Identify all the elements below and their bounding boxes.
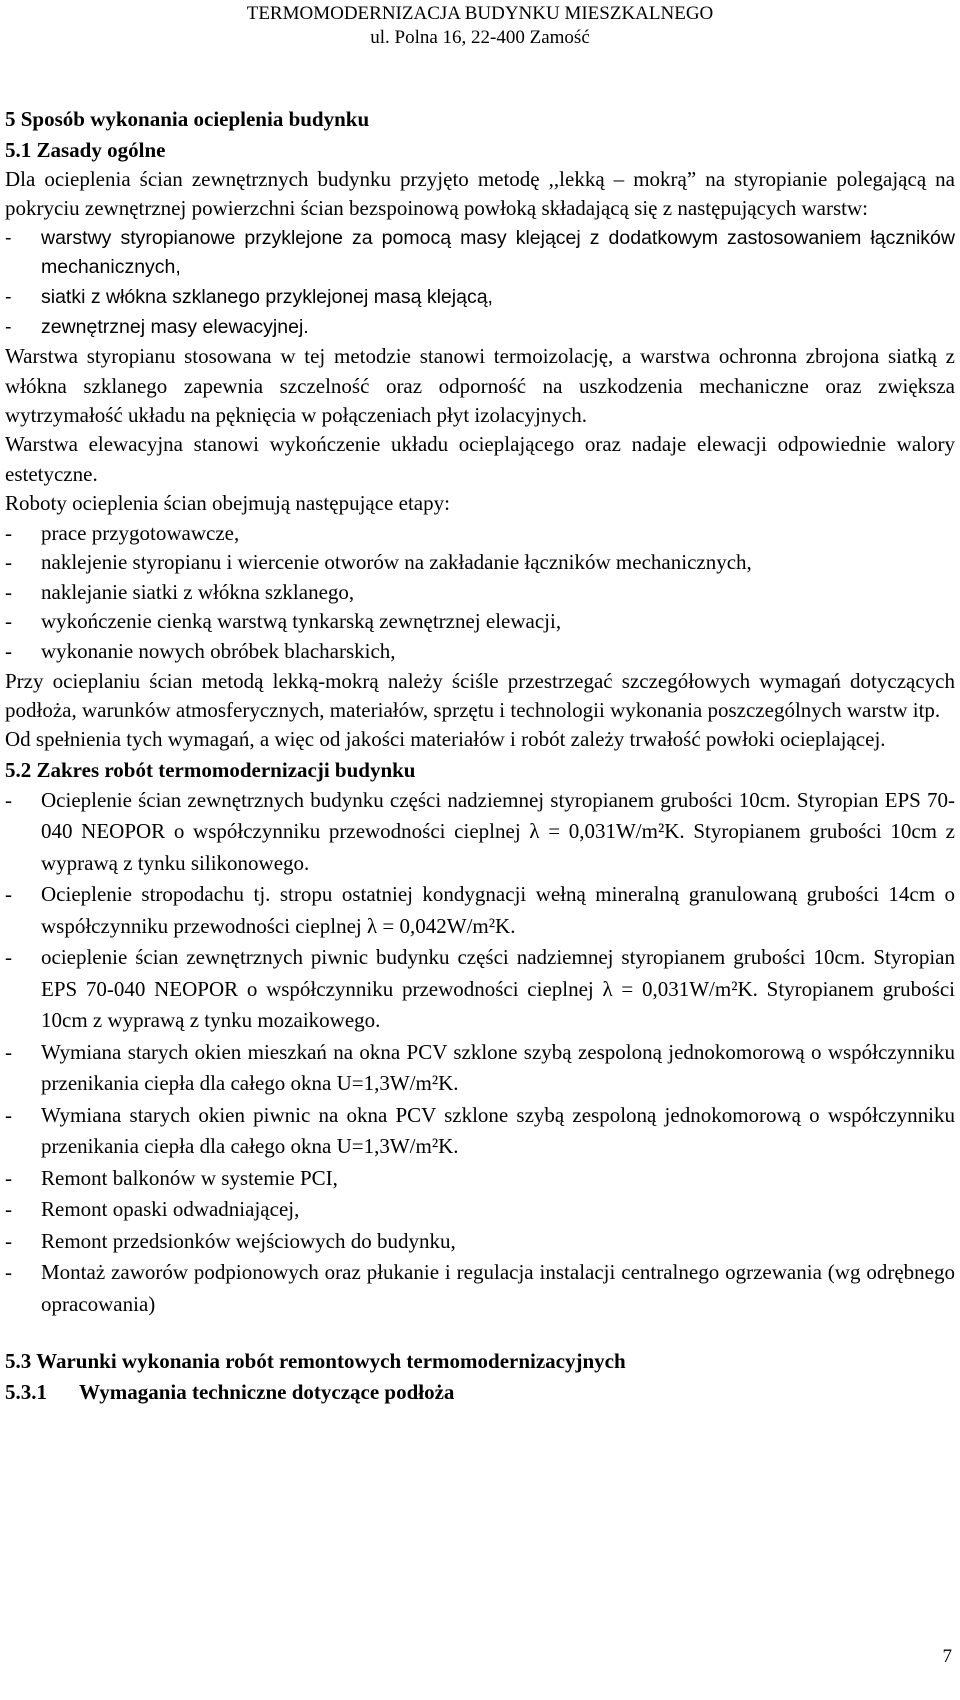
section-5-2-title: 5.2 Zakres robót termomodernizacji budynku: [5, 757, 416, 782]
list-item: - Montaż zaworów podpionowych oraz płukanie i regulacja instalacji centralnego ogrzewania (wg odrębnego opracowania): [5, 1260, 955, 1316]
stages-intro: Roboty ocieplenia ścian obejmują następujące etapy:: [5, 491, 450, 516]
requirements-paragraph: Przy ocieplaniu ścian metodą lekką-mokrą należy ściśle przestrzegać szczegółowych wymagań dotyczących podłoża, warunków atmosferycznych, materiałów, sprzętu i technologii wykonania poszczególnych warstw itp.: [5, 668, 955, 722]
section-5-title: 5 Sposób wykonania ocieplenia budynku: [5, 107, 370, 131]
layers-list: [5, 224, 955, 342]
list-item: - wykończenie cienką warstwą tynkarską zewnętrznej elewacji,: [5, 609, 562, 634]
header-address: ul. Polna 16, 22-400 Zamość: [370, 27, 590, 48]
list-item: - ocieplenie ścian zewnętrznych piwnic budynku części nadziemnej styropianem grubości 10cm. Styropian EPS 70-040 NEOPOR o współczynniku przewodności cieplnej λ = 0,031W/m²K. Styropianem grubości 10cm z wyprawą z tynku mozaikowego.: [5, 945, 955, 1033]
scope-list: [5, 785, 955, 1321]
styropian-paragraph: Warstwa styropianu stosowana w tej metodzie stanowi termoizolację, a warstwa ochronna zbrojona siatką z włókna szklanego zapewnia szczelność oraz odporność na uszkodzenia mechaniczne oraz zwiększa wytrzymałość układu na pęknięcia w połączeniach płyt izolacyjnych.: [5, 344, 955, 427]
list-item: - prace przygotowawcze,: [5, 520, 240, 545]
list-item: - Remont balkonów w systemie PCI,: [5, 1165, 338, 1190]
list-item: - wykonanie nowych obróbek blacharskich,: [5, 639, 396, 663]
section-5-3-1-text: Wymagania techniczne dotyczące podłoża: [79, 1380, 455, 1405]
document-page: [5, 0, 955, 1408]
section-5-1-title: 5.1 Zasady ogólne: [5, 138, 166, 162]
list-item: - Ocieplenie stropodachu tj. stropu ostatniej kondygnacji wełną mineralną granulowaną grubości 14cm o współczynniku przewodności cieplnej λ = 0,042W/m²K.: [5, 882, 955, 938]
list-item: - Remont opaski odwadniającej,: [5, 1197, 300, 1222]
elewacja-paragraph: Warstwa elewacyjna stanowi wykończenie układu ocieplającego oraz nadaje elewacji odpowiednie walory estetyczne.: [5, 432, 955, 486]
document-header: [5, 2, 955, 50]
list-item: - naklejanie siatki z włókna szklanego,: [5, 579, 355, 604]
section-5-3-title: 5.3 Warunki wykonania robót remontowych termomodernizacyjnych: [5, 1349, 626, 1374]
section-5-3-1-title: [5, 1377, 955, 1408]
page-number: 7: [942, 1646, 952, 1667]
list-item: - zewnętrznej masy elewacyjnej.: [5, 315, 309, 338]
list-item: - Remont przedsionków wejściowych do budynku,: [5, 1228, 456, 1253]
intro-paragraph: Dla ocieplenia ścian zewnętrznych budynku przyjęto metodę ,,lekką – mokrą” na styropianie polegającą na pokryciu zewnętrznej powierzchni ścian bezspoinową powłoką składającą się z następujących warstw:: [5, 167, 955, 221]
list-item: - siatki z włókna szklanego przyklejonej masą klejącą,: [5, 286, 493, 308]
list-item: - Wymiana starych okien mieszkań na okna PCV szklone szybą zespoloną jednokomorową o współczynniku przenikania ciepła dla całego okna U=1,3W/m²K.: [5, 1039, 955, 1096]
durability-paragraph: Od spełnienia tych wymagań, a więc od jakości materiałów i robót zależy trwałość powłoki ocieplającej.: [5, 727, 886, 752]
list-item: - warstwy styropianowe przyklejone za pomocą masy klejącej z dodatkowym zastosowaniem łączników mechanicznych,: [5, 226, 955, 279]
list-item: - naklejenie styropianu i wiercenie otworów na zakładanie łączników mechanicznych,: [5, 550, 752, 575]
header-title: TERMOMODERNIZACJA BUDYNKU MIESZKALNEGO: [246, 3, 714, 24]
list-item: - Ocieplenie ścian zewnętrznych budynku części nadziemnej styropianem grubości 10cm. Styropian EPS 70-040 NEOPOR o współczynniku przewodności cieplnej λ = 0,031W/m²K. Styropianem grubości 10cm z wyprawą z tynku silikonowego.: [5, 787, 955, 875]
section-5-3-1-number: 5.3.1: [5, 1380, 47, 1405]
stages-list: [5, 519, 955, 667]
list-item: - Wymiana starych okien piwnic na okna PCV szklone szybą zespoloną jednokomorową o współczynniku przenikania ciepła dla całego okna U=1,3W/m²K.: [5, 1102, 955, 1159]
